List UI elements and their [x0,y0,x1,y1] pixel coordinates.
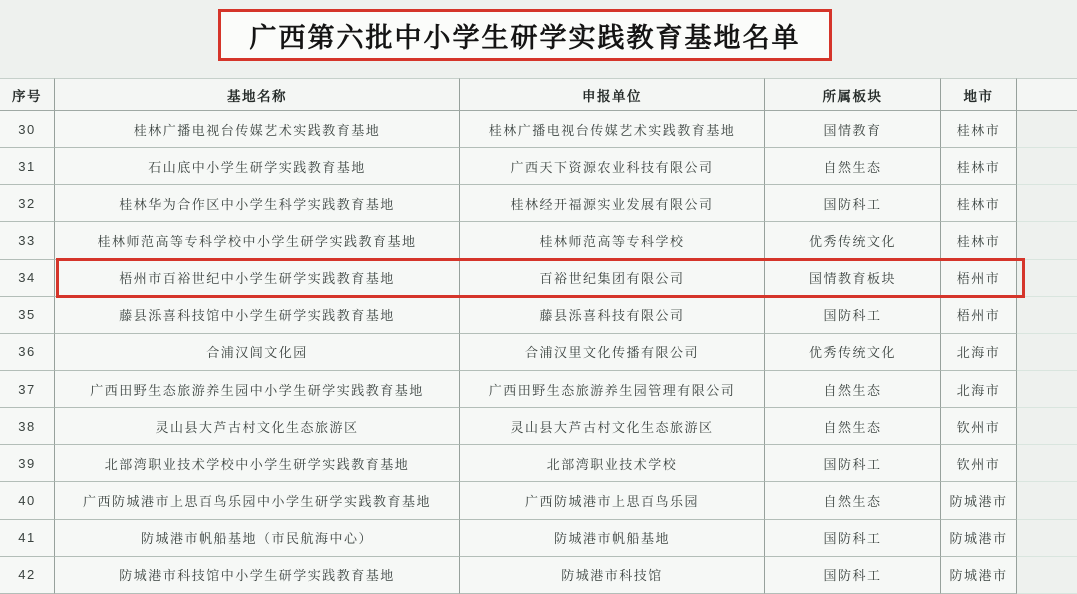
column-header-name: 基地名称 [55,78,460,111]
cell-apply-unit: 桂林经开福源实业发展有限公司 [460,185,765,222]
cell-sector: 国情教育板块 [765,260,941,297]
cell-apply-unit: 桂林广播电视台传媒艺术实践教育基地 [460,111,765,148]
cell-base-name: 防城港市帆船基地（市民航海中心） [55,520,460,557]
cell-city: 梧州市 [941,297,1017,334]
cell-apply-unit: 桂林师范高等专科学校 [460,222,765,259]
cell-city: 防城港市 [941,482,1017,519]
cell-city: 钦州市 [941,408,1017,445]
cell-base-name: 北部湾职业技术学校中小学生研学实践教育基地 [55,445,460,482]
cell-sector: 优秀传统文化 [765,334,941,371]
cell-base-name: 广西田野生态旅游养生园中小学生研学实践教育基地 [55,371,460,408]
table-row [0,111,1077,148]
cell-row-number: 38 [0,408,55,445]
cell-base-name: 藤县泺喜科技馆中小学生研学实践教育基地 [55,297,460,334]
cell-base-name: 桂林师范高等专科学校中小学生研学实践教育基地 [55,222,460,259]
table-row [0,482,1077,519]
cell-row-number: 30 [0,111,55,148]
cell-apply-unit: 广西防城港市上思百鸟乐园 [460,482,765,519]
row-spacer [1017,482,1077,519]
cell-row-number: 35 [0,297,55,334]
column-header-no: 序号 [0,78,55,111]
row-spacer [1017,185,1077,222]
cell-apply-unit: 防城港市帆船基地 [460,520,765,557]
cell-apply-unit: 藤县泺喜科技有限公司 [460,297,765,334]
table-row [0,408,1077,445]
table-row [0,334,1077,371]
base-list-table [0,78,1077,594]
row-spacer [1017,371,1077,408]
table-row [0,520,1077,557]
cell-sector: 自然生态 [765,408,941,445]
table-row [0,260,1077,297]
cell-row-number: 40 [0,482,55,519]
cell-city: 防城港市 [941,557,1017,594]
row-spacer [1017,111,1077,148]
table-row [0,557,1077,594]
cell-sector: 国防科工 [765,520,941,557]
cell-city: 钦州市 [941,445,1017,482]
column-header-unit: 申报单位 [460,78,765,111]
table-row [0,185,1077,222]
column-header-city: 地市 [941,78,1017,111]
cell-sector: 国防科工 [765,185,941,222]
cell-apply-unit: 北部湾职业技术学校 [460,445,765,482]
cell-city: 桂林市 [941,185,1017,222]
document-title-box [218,9,832,61]
cell-city: 梧州市 [941,260,1017,297]
row-spacer [1017,334,1077,371]
table-row [0,445,1077,482]
header-spacer [1017,78,1077,111]
row-spacer [1017,408,1077,445]
cell-row-number: 32 [0,185,55,222]
column-header-sector: 所属板块 [765,78,941,111]
row-spacer [1017,260,1077,297]
cell-sector: 自然生态 [765,482,941,519]
row-spacer [1017,557,1077,594]
table-row [0,371,1077,408]
table-body [0,111,1077,594]
cell-sector: 国防科工 [765,445,941,482]
cell-sector: 国情教育 [765,111,941,148]
cell-city: 桂林市 [941,148,1017,185]
cell-city: 桂林市 [941,222,1017,259]
cell-base-name: 石山底中小学生研学实践教育基地 [55,148,460,185]
cell-base-name: 梧州市百裕世纪中小学生研学实践教育基地 [55,260,460,297]
cell-city: 桂林市 [941,111,1017,148]
cell-city: 北海市 [941,371,1017,408]
cell-sector: 国防科工 [765,297,941,334]
cell-row-number: 39 [0,445,55,482]
cell-apply-unit: 百裕世纪集团有限公司 [460,260,765,297]
cell-row-number: 34 [0,260,55,297]
cell-sector: 自然生态 [765,371,941,408]
cell-apply-unit: 灵山县大芦古村文化生态旅游区 [460,408,765,445]
cell-row-number: 41 [0,520,55,557]
table-row [0,297,1077,334]
cell-row-number: 31 [0,148,55,185]
table-row [0,148,1077,185]
row-spacer [1017,148,1077,185]
document-title: 广西第六批中小学生研学实践教育基地名单 [249,22,801,53]
cell-base-name: 广西防城港市上思百鸟乐园中小学生研学实践教育基地 [55,482,460,519]
table-row [0,222,1077,259]
cell-row-number: 42 [0,557,55,594]
row-spacer [1017,297,1077,334]
row-spacer [1017,222,1077,259]
cell-base-name: 灵山县大芦古村文化生态旅游区 [55,408,460,445]
cell-base-name: 桂林华为合作区中小学生科学实践教育基地 [55,185,460,222]
row-spacer [1017,445,1077,482]
cell-sector: 国防科工 [765,557,941,594]
cell-city: 防城港市 [941,520,1017,557]
cell-row-number: 36 [0,334,55,371]
cell-row-number: 33 [0,222,55,259]
cell-city: 北海市 [941,334,1017,371]
cell-base-name: 防城港市科技馆中小学生研学实践教育基地 [55,557,460,594]
cell-apply-unit: 防城港市科技馆 [460,557,765,594]
cell-apply-unit: 广西田野生态旅游养生园管理有限公司 [460,371,765,408]
cell-sector: 优秀传统文化 [765,222,941,259]
cell-sector: 自然生态 [765,148,941,185]
cell-apply-unit: 广西天下资源农业科技有限公司 [460,148,765,185]
cell-base-name: 合浦汉闾文化园 [55,334,460,371]
cell-row-number: 37 [0,371,55,408]
row-spacer [1017,520,1077,557]
cell-base-name: 桂林广播电视台传媒艺术实践教育基地 [55,111,460,148]
table-header-row [0,78,1077,111]
cell-apply-unit: 合浦汉里文化传播有限公司 [460,334,765,371]
